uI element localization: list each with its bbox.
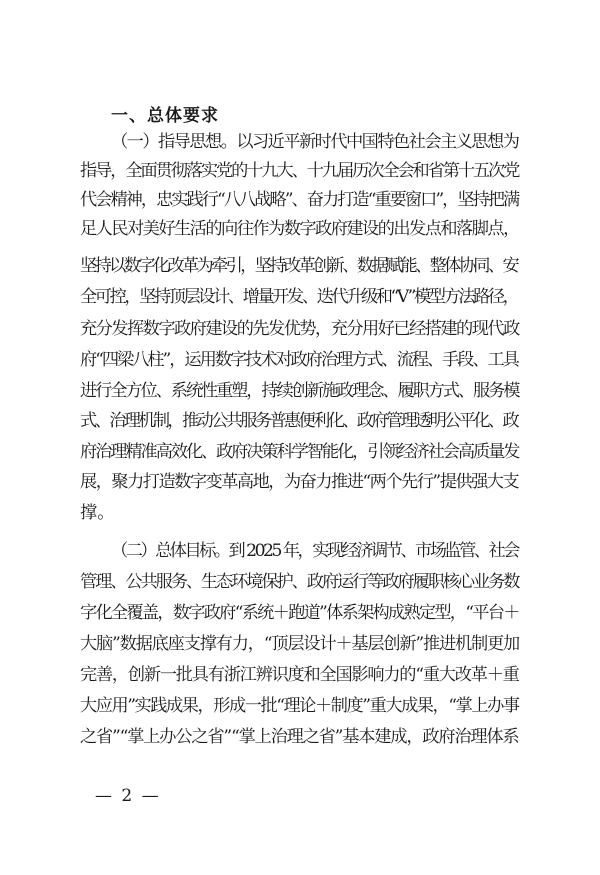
paragraph-line: 式、治理机制，推动公共服务普惠便利化、政府管理透明公平化、政 <box>80 411 518 431</box>
paragraph-line: （二）总体目标。到 2025 年，实现经济调节、市场监管、社会 <box>111 541 518 561</box>
paragraph-line: 指导，全面贯彻落实党的十九大、十九届历次全会和省第十五次党 <box>80 161 519 181</box>
paragraph-line: 足人民对美好生活的向往作为数字政府建设的出发点和落脚点， <box>80 219 519 239</box>
paragraph-line: 管理、公共服务、生态环境保护、政府运行等政府履职核心业务数 <box>80 572 519 592</box>
paragraph-line: 完善，创新一批具有浙江辨识度和全国影响力的“重大改革＋重 <box>80 665 519 685</box>
paragraph-line: 大脑”数据底座支撑有力，“顶层设计＋基层创新”推进机制更加 <box>80 634 520 654</box>
paragraph-line: 府“四梁八柱”，运用数字技术对政府治理方式、流程、手段、工具 <box>80 350 518 370</box>
paragraph-line: 进行全方位、系统性重塑，持续创新施政理念、履职方式、服务模 <box>80 381 519 401</box>
paragraph-line: 展，聚力打造数字变革高地，为奋力推进“两个先行”提供强大支 <box>80 472 519 492</box>
paragraph-line: 充分发挥数字政府建设的先发优势，充分用好已经搭建的现代政 <box>80 319 519 339</box>
paragraph-line: （一）指导思想。以习近平新时代中国特色社会主义思想为 <box>111 132 519 152</box>
paragraph-line: 坚持以数字化改革为牵引，坚持改革创新、数据赋能、整体协同、安 <box>80 256 518 276</box>
paragraph-line: 撑。 <box>80 503 115 523</box>
paragraph-line: 大应用”实践成果，形成一批“理论＋制度”重大成果，“掌上办事 <box>80 696 519 716</box>
page-number: — 2 — <box>95 786 161 806</box>
paragraph-line: 代会精神，忠实践行“八八战略”、奋力打造“重要窗口”，坚持把满 <box>80 190 519 210</box>
paragraph-line: 字化全覆盖，数字政府“系统＋跑道”体系架构成熟定型，“平台＋ <box>80 603 519 623</box>
section-heading: 一、总体要求 <box>111 106 219 126</box>
paragraph-line: 之省”“掌上办公之省”“掌上治理之省”基本建成，政府治理体系 <box>80 727 519 747</box>
paragraph-line: 全可控，坚持顶层设计、增量开发、迭代升级和“V”模型方法路径， <box>80 287 518 307</box>
paragraph-line: 府治理精准高效化、政府决策科学智能化，引领经济社会高质量发 <box>80 442 519 462</box>
